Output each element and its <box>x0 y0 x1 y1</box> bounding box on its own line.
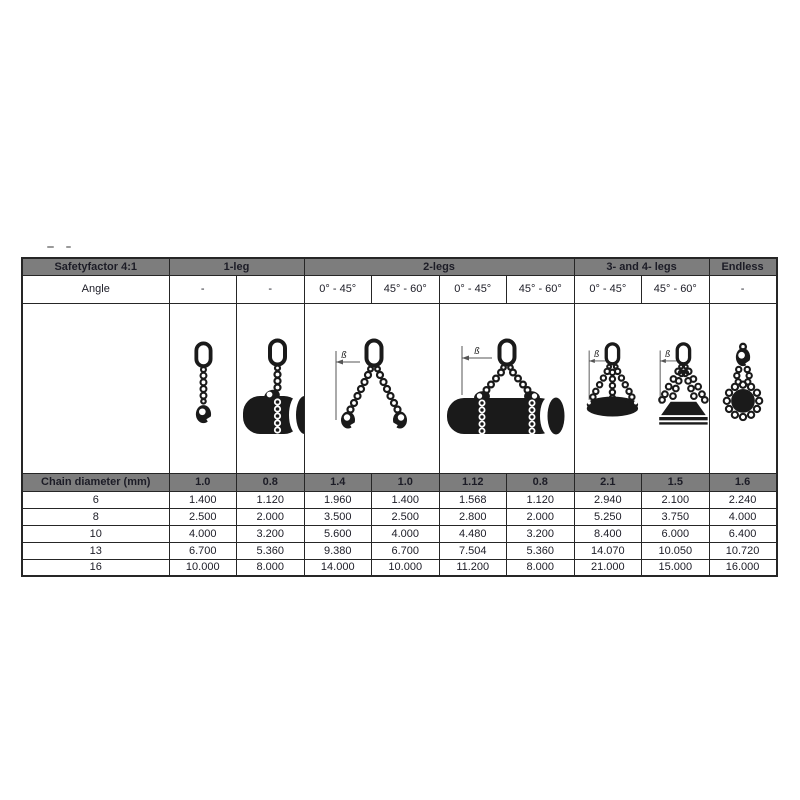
data-cell: 14.000 <box>304 559 372 576</box>
data-cell: 5.360 <box>507 542 575 559</box>
angle-cell: 45° - 60° <box>507 275 575 303</box>
safetyfactor-header-cell: Safetyfactor 4:1 <box>22 258 169 275</box>
data-cell: 2.940 <box>574 491 642 508</box>
data-cell: 10.720 <box>709 542 777 559</box>
empty-cell <box>22 303 169 473</box>
table-row <box>22 525 777 542</box>
four-leg-load-icon <box>651 341 709 436</box>
load-factor-cell: 1.12 <box>439 473 507 491</box>
illustration-cell <box>304 303 439 473</box>
data-cell: 1.120 <box>507 491 575 508</box>
illustration-row <box>22 303 777 473</box>
data-cell: 8.000 <box>237 559 305 576</box>
angle-cell: - <box>709 275 777 303</box>
load-factor-cell: 0.8 <box>237 473 305 491</box>
load-factor-cell: 1.6 <box>709 473 777 491</box>
two-leg-sling-icon <box>322 338 422 438</box>
data-cell: 1.400 <box>169 491 237 508</box>
illustration-cell <box>574 303 709 473</box>
data-cell: 3.200 <box>507 525 575 542</box>
data-cell: 4.000 <box>169 525 237 542</box>
three-leg-plate-icon <box>580 341 642 436</box>
load-factor-cell: 1.0 <box>169 473 237 491</box>
data-cell: 14.070 <box>574 542 642 559</box>
row-label-cell: 8 <box>22 508 169 525</box>
angle-beta-label: ß <box>340 351 347 361</box>
data-cell: 10.050 <box>642 542 710 559</box>
data-cell: 4.000 <box>372 525 440 542</box>
data-cell: 2.500 <box>372 508 440 525</box>
angle-cell: 45° - 60° <box>642 275 710 303</box>
data-cell: 1.960 <box>304 491 372 508</box>
load-factor-cell: 1.0 <box>372 473 440 491</box>
angle-beta-label: ß <box>664 349 670 360</box>
data-cell: 1.568 <box>439 491 507 508</box>
data-cell: 6.700 <box>372 542 440 559</box>
diameter-header-cell: Chain diameter (mm) <box>22 473 169 491</box>
cropped-text-artifact <box>66 246 71 248</box>
data-cell: 6.000 <box>642 525 710 542</box>
data-cell: 2.800 <box>439 508 507 525</box>
load-factor-cell: 0.8 <box>507 473 575 491</box>
data-cell: 3.750 <box>642 508 710 525</box>
load-factor-cell: 1.4 <box>304 473 372 491</box>
angle-cell: - <box>169 275 237 303</box>
data-cell: 2.000 <box>237 508 305 525</box>
data-cell: 10.000 <box>372 559 440 576</box>
table-row <box>22 559 777 576</box>
illustration-cell <box>169 303 237 473</box>
data-cell: 21.000 <box>574 559 642 576</box>
illustration-cell <box>439 303 574 473</box>
diameter-header-row <box>22 473 777 491</box>
data-cell: 1.400 <box>372 491 440 508</box>
data-cell: 2.500 <box>169 508 237 525</box>
angle-row <box>22 275 777 303</box>
data-cell: 2.240 <box>709 491 777 508</box>
data-cell: 15.000 <box>642 559 710 576</box>
table-row <box>22 508 777 525</box>
data-cell: 11.200 <box>439 559 507 576</box>
illustration-cell <box>237 303 305 473</box>
data-cell: 2.000 <box>507 508 575 525</box>
data-cell: 10.000 <box>169 559 237 576</box>
data-cell: 5.250 <box>574 508 642 525</box>
data-cell: 16.000 <box>709 559 777 576</box>
data-cell: 8.400 <box>574 525 642 542</box>
angle-row-label: Angle <box>22 275 169 303</box>
angle-beta-label: ß <box>473 347 480 357</box>
group-header-3-4-legs: 3- and 4- legs <box>574 258 709 275</box>
row-label-cell: 16 <box>22 559 169 576</box>
data-cell: 4.000 <box>709 508 777 525</box>
row-label-cell: 6 <box>22 491 169 508</box>
group-header-endless: Endless <box>709 258 777 275</box>
data-cell: 6.700 <box>169 542 237 559</box>
data-cell: 2.100 <box>642 491 710 508</box>
cropped-text-artifact <box>47 246 54 248</box>
chain-sling-capacity-table <box>21 257 778 577</box>
endless-chain-icon <box>715 341 771 436</box>
angle-cell: 45° - 60° <box>372 275 440 303</box>
data-cell: 5.360 <box>237 542 305 559</box>
data-cell: 7.504 <box>439 542 507 559</box>
data-cell: 3.500 <box>304 508 372 525</box>
data-cell: 1.120 <box>237 491 305 508</box>
load-factor-cell: 1.5 <box>642 473 710 491</box>
data-cell: 3.200 <box>237 525 305 542</box>
one-leg-choke-drum-icon <box>239 338 304 438</box>
two-leg-choke-drum-icon <box>444 338 570 438</box>
angle-cell: 0° - 45° <box>574 275 642 303</box>
data-cell: 9.380 <box>304 542 372 559</box>
one-leg-sling-icon <box>183 341 223 436</box>
load-factor-cell: 2.1 <box>574 473 642 491</box>
data-cell: 8.000 <box>507 559 575 576</box>
group-header-row <box>22 258 777 275</box>
table-row <box>22 542 777 559</box>
row-label-cell: 13 <box>22 542 169 559</box>
table-row <box>22 491 777 508</box>
angle-beta-label: ß <box>593 349 599 360</box>
illustration-cell <box>709 303 777 473</box>
data-cell: 4.480 <box>439 525 507 542</box>
group-header-2-legs: 2-legs <box>304 258 574 275</box>
angle-cell: 0° - 45° <box>439 275 507 303</box>
data-cell: 6.400 <box>709 525 777 542</box>
group-header-1-leg: 1-leg <box>169 258 304 275</box>
row-label-cell: 10 <box>22 525 169 542</box>
data-cell: 5.600 <box>304 525 372 542</box>
angle-cell: 0° - 45° <box>304 275 372 303</box>
angle-cell: - <box>237 275 305 303</box>
